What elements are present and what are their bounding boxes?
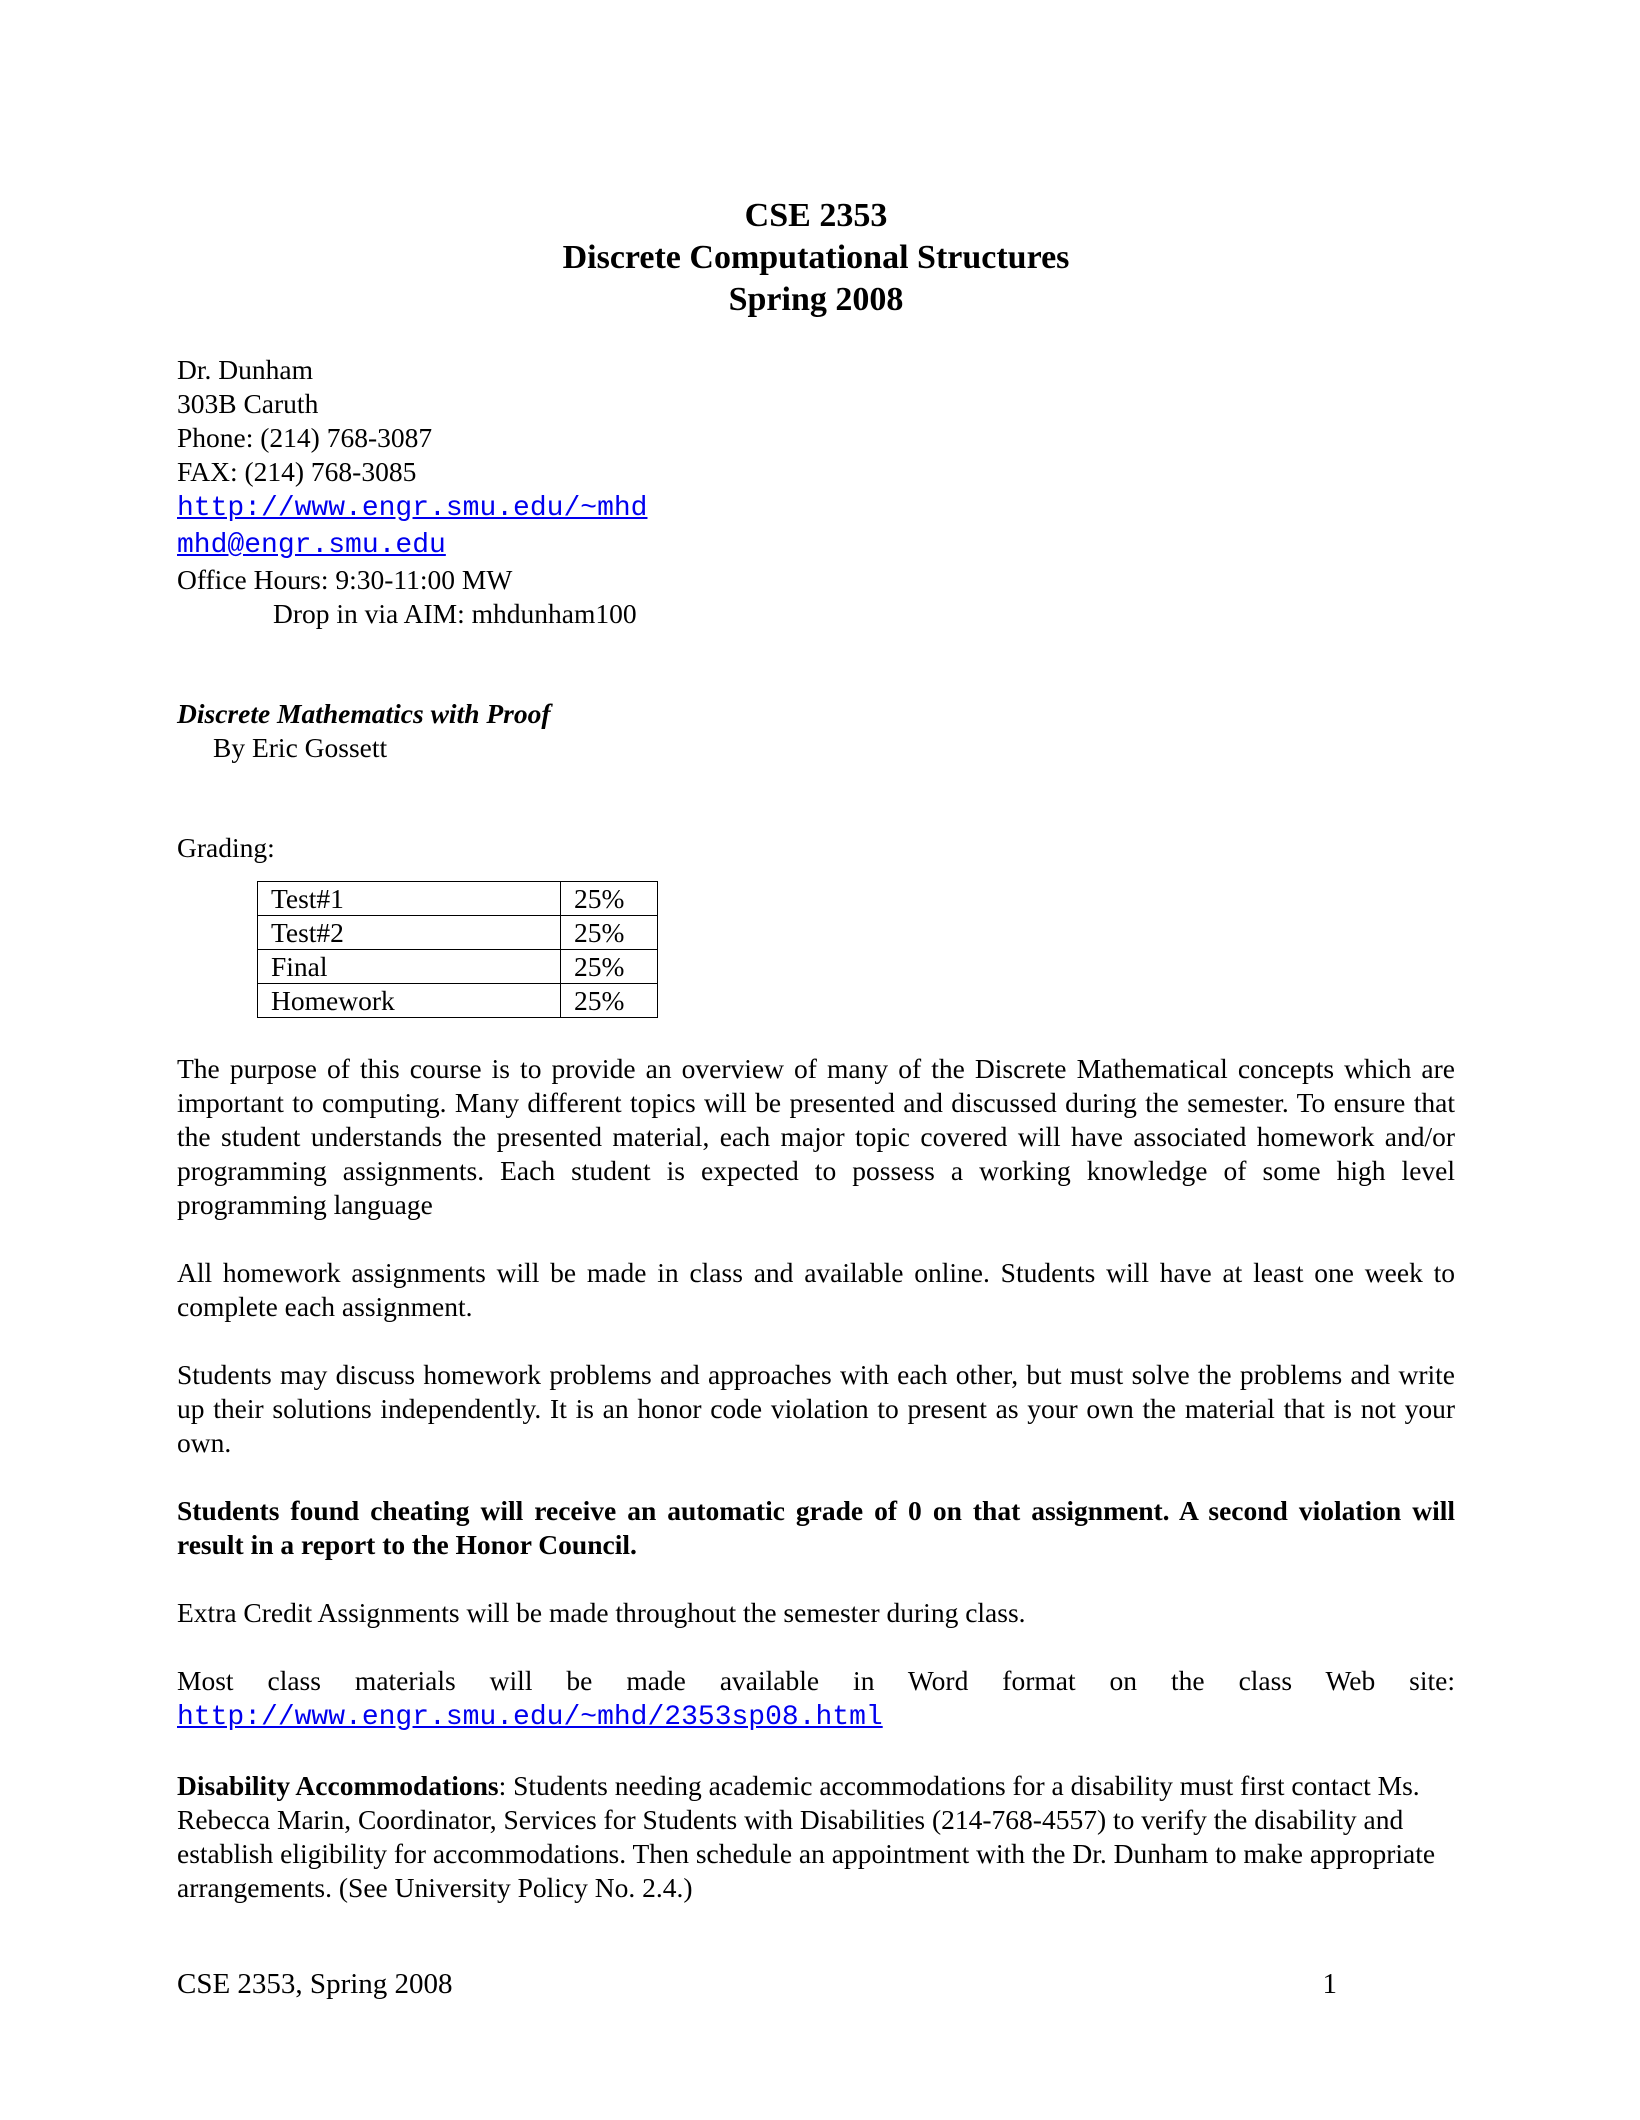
disability-paragraph bbox=[177, 1769, 1455, 1905]
website-link[interactable]: http://www.engr.smu.edu/~mhd bbox=[177, 493, 648, 524]
office-hours: Office Hours: 9:30-11:00 MW bbox=[177, 564, 513, 595]
page-number: 1 bbox=[1322, 1968, 1337, 2000]
contact-info bbox=[177, 353, 1455, 631]
purpose-paragraph: The purpose of this course is to provide an overview of many of the Discrete Mathematical concepts which are important to computing. Many different topics will be presented and discussed during the semester. To ensure that the student understands the presented material, each major topic covered will have associated homework and/or programming assignments. Each student is expected to possess a working knowledge of some high level programming language bbox=[177, 1053, 1455, 1220]
grade-weight: 25% bbox=[561, 950, 658, 984]
email-link[interactable]: mhd@engr.smu.edu bbox=[177, 530, 446, 561]
footer-course: CSE 2353, Spring 2008 bbox=[177, 1968, 453, 2000]
grade-item: Final bbox=[258, 950, 561, 984]
table-row bbox=[258, 916, 658, 950]
aim-info: Drop in via AIM: mhdunham100 bbox=[273, 598, 637, 629]
grade-item: Test#1 bbox=[258, 882, 561, 916]
materials-text: Most class materials will be made available in Word format on the class Web site: bbox=[177, 1665, 1455, 1696]
collaboration-paragraph: Students may discuss homework problems and approaches with each other, but must solve the problems and write up their solutions independently. It is an honor code violation to present as your own the material that is not your own. bbox=[177, 1359, 1455, 1458]
extra-credit-paragraph: Extra Credit Assignments will be made throughout the semester during class. bbox=[177, 1597, 1026, 1628]
syllabus-page bbox=[177, 195, 1455, 1905]
textbook-title: Discrete Mathematics with Proof bbox=[177, 698, 551, 729]
table-row bbox=[258, 882, 658, 916]
disability-heading: Disability Accommodations bbox=[177, 1770, 499, 1801]
grading-table bbox=[257, 881, 658, 1018]
fax-number: FAX: (214) 768-3085 bbox=[177, 456, 417, 487]
homework-paragraph: All homework assignments will be made in class and available online. Students will have at least one week to complete each assignment. bbox=[177, 1257, 1455, 1322]
grading-label: Grading: bbox=[177, 832, 275, 863]
instructor-name: Dr. Dunham bbox=[177, 354, 313, 385]
table-row bbox=[258, 984, 658, 1018]
office-location: 303B Caruth bbox=[177, 388, 319, 419]
grade-weight: 25% bbox=[561, 882, 658, 916]
grade-item: Test#2 bbox=[258, 916, 561, 950]
course-name: Discrete Computational Structures bbox=[562, 239, 1070, 276]
materials-paragraph bbox=[177, 1664, 1455, 1735]
textbook bbox=[177, 697, 1455, 765]
phone-number: Phone: (214) 768-3087 bbox=[177, 422, 433, 453]
title-block bbox=[177, 195, 1455, 321]
course-term: Spring 2008 bbox=[728, 281, 904, 318]
disability-text: : Students needing academic accommodations for a disability must first contact Ms. Rebecca Marin, Coordinator, Services for Students with Disabilities (214-768-4557) to verify the disability and establish eligibility for accommodations. Then schedule an appointment with the Dr. Dunham to make appropriate arrangements. (See University Policy No. 2.4.) bbox=[177, 1770, 1436, 1903]
table-row bbox=[258, 950, 658, 984]
cheating-policy: Students found cheating will receive an automatic grade of 0 on that assignment. A second violation will result in a report to the Honor Council. bbox=[177, 1495, 1455, 1560]
course-code: CSE 2353 bbox=[744, 197, 888, 234]
class-site-link[interactable]: http://www.engr.smu.edu/~mhd/2353sp08.html bbox=[177, 1702, 883, 1733]
grade-weight: 25% bbox=[561, 984, 658, 1018]
grade-item: Homework bbox=[258, 984, 561, 1018]
grade-weight: 25% bbox=[561, 916, 658, 950]
textbook-author: By Eric Gossett bbox=[213, 732, 388, 763]
page-footer bbox=[177, 1967, 1337, 2001]
